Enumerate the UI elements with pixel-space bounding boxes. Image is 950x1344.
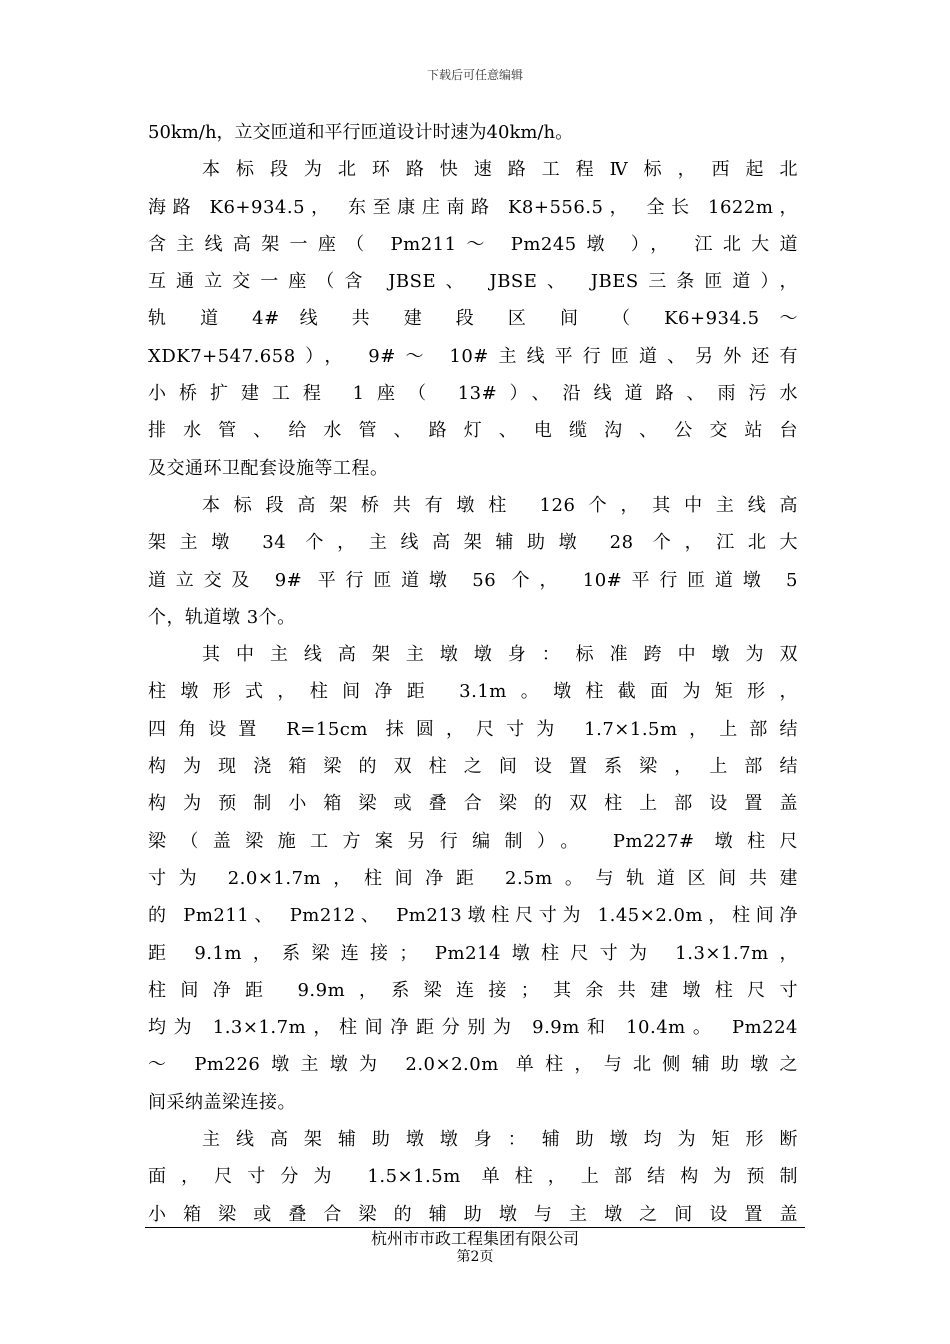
text-line: 寸为 2.0×1.7m，柱间净距 2.5m。与轨道区间共建 <box>148 867 798 889</box>
paragraph-start-line: 主线高架辅助墩墩身：辅助墩均为矩形断 <box>202 1129 798 1151</box>
text-line: 海路 K6+934.5， 东至康庄南路 K8+556.5， 全长 1622m， <box>148 196 798 218</box>
text-line: 小桥扩建工程 1座（ 13#）、沿线道路、雨污水 <box>148 383 798 405</box>
text-line: 构为预制小箱梁或叠合梁的双柱上部设置盖 <box>148 793 798 815</box>
paragraph-start-line: 其中主线高架主墩墩身：标准跨中墩为双 <box>202 644 798 666</box>
text-line: 架主墩 34 个，主线高架辅助墩 28 个，江北大 <box>148 532 798 554</box>
text-line: 构为现浇箱梁的双柱之间设置系梁，上部结 <box>148 756 798 778</box>
text-line: 小箱梁或叠合梁的辅助墩与主墩之间设置盖 <box>148 1203 798 1225</box>
text-line: 个，轨道墩 3个。 <box>148 606 296 628</box>
paragraph-start-line: 本标段高架桥共有墩柱 126个，其中主线高 <box>202 494 798 516</box>
text-line: 互通立交一座（含 JBSE、 JBSE、 JBES三条匝道）， <box>148 271 798 293</box>
text-line: 均为 1.3×1.7m，柱间净距分别为 9.9m和 10.4m。 Pm224 <box>148 1017 798 1039</box>
text-line: 排水管、给水管、路灯、电缆沟、公交站台 <box>148 420 798 442</box>
text-line: ～ Pm226墩主墩为 2.0×2.0m 单柱，与北侧辅助墩之 <box>148 1054 798 1076</box>
header-note: 下载后可任意编辑 <box>426 68 523 82</box>
page-number: 第2页 <box>456 1249 494 1265</box>
text-line: 四角设置 R=15cm 抹圆，尺寸为 1.7×1.5m，上部结 <box>148 718 798 740</box>
text-line: 柱墩形式，柱间净距 3.1m。墩柱截面为矩形， <box>148 681 798 703</box>
footer-company: 杭州市市政工程集团有限公司 <box>370 1229 579 1248</box>
text-line: XDK7+547.658）， 9#～ 10#主线平行匝道、另外还有 <box>148 345 798 367</box>
text-line: 轨 道 4# 线 共 建 段 区 间 （ K6+934.5 ～ <box>148 308 798 330</box>
footer-divider <box>145 1227 805 1228</box>
text-line: 及交通环卫配套设施等工程。 <box>148 457 389 479</box>
text-line: 距 9.1m，系梁连接； Pm214墩柱尺寸为 1.3×1.7m， <box>148 942 798 964</box>
text-line: 柱间净距 9.9m，系梁连接；其余共建墩柱尺寸 <box>148 979 798 1001</box>
text-line: 道立交及 9# 平行匝道墩 56 个， 10#平行匝道墩 5 <box>148 569 798 591</box>
text-line: 的 Pm211、 Pm212、 Pm213墩柱尺寸为 1.45×2.0m，柱间净 <box>148 905 798 927</box>
text-line: 间采纳盖梁连接。 <box>148 1091 296 1113</box>
paragraph-start-line: 本标段为北环路快速路工程Ⅳ标，西起北 <box>202 159 798 181</box>
text-line: 含主线高架一座（ Pm211～ Pm245墩 ）， 江北大道 <box>148 233 798 255</box>
text-line: 梁（盖梁施工方案另行编制）。 Pm227# 墩柱尺 <box>148 830 798 852</box>
text-line: 面，尺寸分为 1.5×1.5m 单柱，上部结构为预制 <box>148 1166 798 1188</box>
text-line: 50km/h，立交匝道和平行匝道设计时速为40km/h。 <box>148 122 574 143</box>
body-text <box>148 114 798 1233</box>
